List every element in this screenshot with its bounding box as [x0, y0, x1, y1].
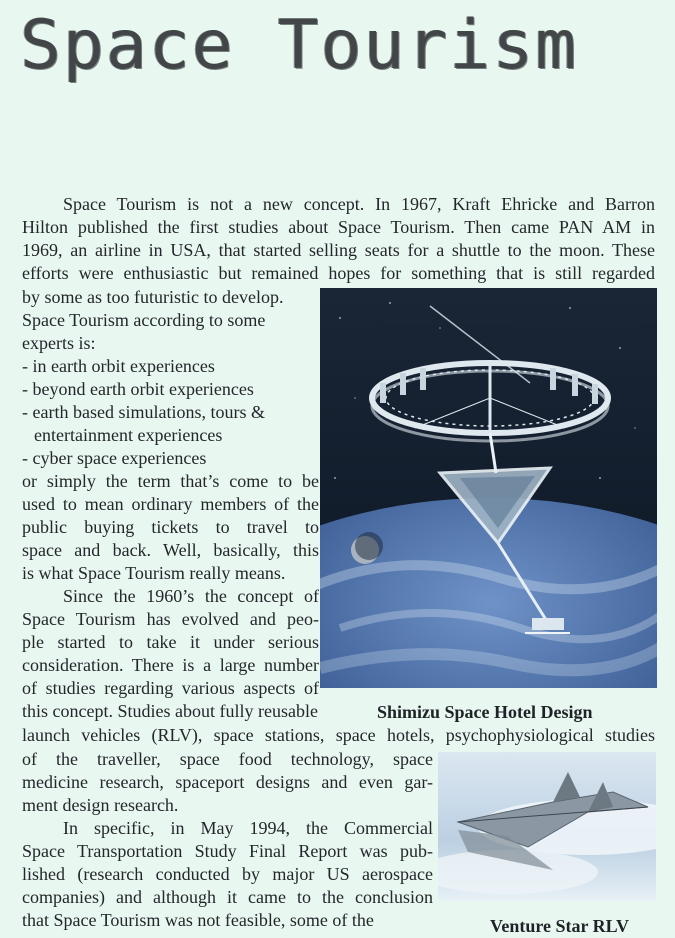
space-hotel-image [320, 288, 657, 688]
text-line: consideration. There is a large number [22, 655, 319, 675]
list-item: - earth based simulations, tours & [22, 402, 265, 422]
text-line: lished (research conducted by major US aerospace [22, 864, 433, 884]
list-item: - beyond earth orbit experiences [22, 379, 254, 399]
text-line: launch vehicles (RLV), space stations, space hotels, psychophysiological studies [22, 725, 655, 745]
full-width-line [22, 724, 655, 747]
text-line: of studies regarding various aspects of [22, 678, 319, 698]
page-title: Space Tourism [20, 6, 579, 85]
text-line: by some as too futuristic to develop. [22, 287, 284, 307]
text-line: is what Space Tourism really means. [22, 563, 286, 583]
text-line: Since the 1960’s the concept of [63, 586, 319, 606]
venture-star-illustration [438, 752, 656, 901]
text-line: efforts were enthusiastic but remained hopes for something that is still regarded [22, 263, 655, 283]
text-line: used to mean ordinary members of the [22, 494, 319, 514]
intro-paragraph [22, 193, 655, 285]
text-line: companies) and although it came to the conclusion [22, 887, 433, 907]
text-line: or simply the term that’s come to be [22, 471, 319, 491]
text-line: Space Transportation Study Final Report was pub- [22, 841, 433, 861]
venture-star-image [438, 752, 656, 901]
text-line: In specific, in May 1994, the Commercial [63, 818, 433, 838]
text-line: 1969, an airline in USA, that started selling seats for a shuttle to the moon. These [22, 240, 655, 260]
text-line: Space Tourism is not a new concept. In 1967, Kraft Ehricke and Barron [63, 194, 655, 214]
lower-column-text [22, 748, 433, 933]
text-line: that Space Tourism was not feasible, some of the [22, 910, 374, 930]
text-line: ment design research. [22, 795, 179, 815]
text-line: Space Tourism has evolved and peo- [22, 609, 319, 629]
list-item: - in earth orbit experiences [22, 356, 215, 376]
text-line: medicine research, spaceport designs and even gar- [22, 772, 433, 792]
text-line: Space Tourism according to some [22, 310, 266, 330]
text-line: Hilton published the first studies about Space Tourism. Then came PAN AM in [22, 217, 655, 237]
space-hotel-illustration [320, 288, 657, 688]
left-column-text [22, 286, 319, 723]
list-item: entertainment experiences [34, 425, 223, 445]
rlv-caption: Venture Star RLV [490, 916, 630, 936]
text-line: public buying tickets to travel to [22, 517, 319, 537]
text-line: ple started to take it under serious [22, 632, 319, 652]
text-line: space and back. Well, basically, this [22, 540, 319, 560]
hotel-caption: Shimizu Space Hotel Design [377, 702, 593, 722]
list-item: - cyber space experiences [22, 448, 207, 468]
text-line: this concept. Studies about fully reusable [22, 701, 318, 721]
text-line: of the traveller, space food technology, space [22, 749, 433, 769]
text-line: experts is: [22, 333, 96, 353]
